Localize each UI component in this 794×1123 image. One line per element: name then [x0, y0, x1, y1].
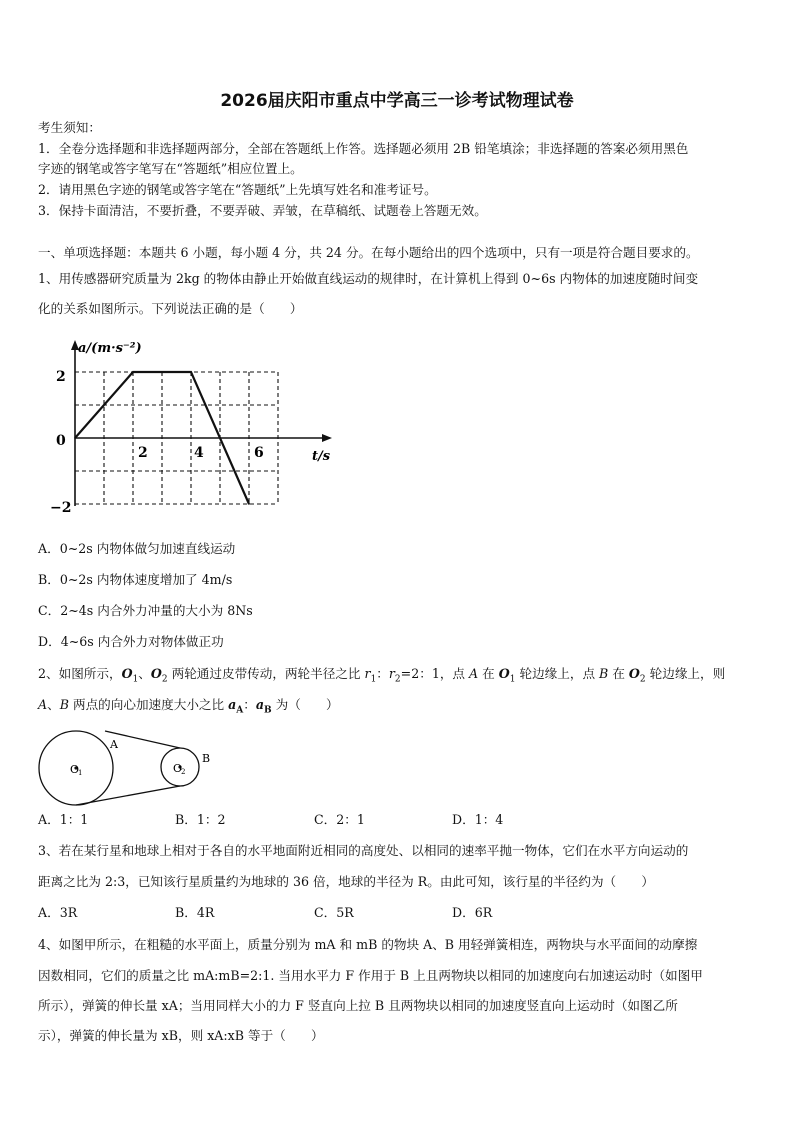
q2-point-b: B — [599, 666, 609, 681]
q2-o2: O — [628, 666, 640, 681]
graph-axes — [71, 340, 332, 506]
q2-point-a: A — [38, 697, 48, 712]
notice-item-1-cont: 字迹的钢笔或答字笔写在“答题纸”相应位置上。 — [38, 161, 303, 176]
x-axis-label: t/s — [312, 449, 331, 464]
o2-label: O — [173, 762, 183, 775]
q1-stem-line2: 化的关系如图所示。下列说法正确的是（ ） — [38, 301, 303, 316]
q2-point-a: A — [469, 666, 479, 681]
q2-r2-sub: 2 — [394, 674, 401, 685]
q2-text: 为（ ） — [271, 697, 339, 712]
q2-o1: O — [121, 666, 133, 681]
point-b-label: B — [202, 752, 211, 765]
q2-option-c: C．2：1 — [314, 812, 365, 827]
y-tick-2: 2 — [56, 369, 66, 385]
point-a-label: A — [110, 738, 118, 751]
notice-item-2: 2．请用黑色字迹的钢笔或答字笔在“答题纸”上先填写姓名和准考证号。 — [38, 182, 437, 197]
section-heading: 一、单项选择题：本题共 6 小题，每小题 4 分，共 24 分。在每小题给出的四个选项中，只有一项是符合题目要求的。 — [38, 245, 699, 260]
y-tick-minus-2: −2 — [50, 500, 72, 516]
q2-text: 2、如图所示， — [38, 666, 122, 681]
q1-option-b: B．0~2s 内物体速度增加了 4m/s — [38, 572, 233, 587]
x-tick-6: 6 — [254, 445, 264, 461]
x-tick-2: 2 — [138, 445, 148, 461]
notice-item-1: 1．全卷分选择题和非选择题两部分，全部在答题纸上作答。选择题必须用 2B 铅笔填涂；非选择题的答案必须用黑色 — [38, 141, 689, 156]
o1-label: O — [70, 763, 80, 776]
q3-option-d: D．6R — [452, 905, 493, 920]
q3-stem-line2: 距离之比为 2:3，已知该行星质量约为地球的 36 倍，地球的半径为 R。由此可知，该行星的半径约为（ ） — [38, 874, 654, 889]
o1-label-sub: 1 — [78, 769, 83, 777]
q2-text: 轮边缘上，点 — [515, 666, 600, 681]
q1-option-d: D．4~6s 内合外力对物体做正功 — [38, 634, 224, 649]
q2-o1: O — [498, 666, 510, 681]
q2-o2-sub: 2 — [161, 674, 168, 685]
q2-o2-sub: 2 — [639, 674, 646, 685]
q2-accel-b-sub: B — [264, 705, 272, 716]
q2-option-b: B．1：2 — [175, 812, 226, 827]
q1-option-a: A．0~2s 内物体做匀加速直线运动 — [38, 541, 236, 556]
belt-pulley-diagram — [38, 726, 228, 810]
q4-line3: 所示），弹簧的伸长量 xA；当用同样大小的力 F 竖直向上拉 B 且两物块以相同的加速度竖直向上运动时（如图乙所 — [38, 998, 678, 1013]
data-point — [74, 437, 76, 439]
belt-bottom — [76, 786, 180, 805]
q3-option-a: A．3R — [38, 905, 78, 920]
q2-stem-line1 — [38, 665, 758, 689]
q2-text: 两轮通过皮带传动，两轮半径之比 — [167, 666, 365, 681]
q2-o1-sub: 1 — [509, 674, 516, 685]
q4-line1: 4、如图甲所示，在粗糙的水平面上，质量分别为 mA 和 mB 的物块 A、B 用轻弹簧相连，两物块与水平面间的动摩擦 — [38, 937, 698, 952]
data-point — [190, 371, 192, 373]
q1-option-c: C．2~4s 内合外力冲量的大小为 8Ns — [38, 603, 253, 618]
q4-line2: 因数相同，它们的质量之比 mA:mB=2:1. 当用水平力 F 作用于 B 上且两物块以相同的加速度向右加速运动时（如图甲 — [38, 968, 703, 983]
q2-o1-sub: 1 — [132, 674, 139, 685]
y-axis-label: a/(m·s⁻²) — [78, 341, 142, 356]
q2-point-b: B — [59, 697, 69, 712]
q2-accel-a: a — [228, 697, 237, 712]
q2-r1-sub: 1 — [370, 674, 377, 685]
q2-r1: r — [364, 666, 371, 681]
notice-heading: 考生须知： — [38, 120, 101, 135]
q2-o2: O — [150, 666, 162, 681]
q2-option-a: A．1：1 — [38, 812, 89, 827]
q2-accel-a-sub: A — [236, 705, 244, 716]
notice-item-3: 3．保持卡面清洁，不要折叠，不要弄破、弄皱，在草稿纸、试题卷上答题无效。 — [38, 203, 487, 218]
q2-text: ： — [376, 666, 389, 681]
data-point — [132, 371, 134, 373]
q4-line4: 示），弹簧的伸长量为 xB，则 xA:xB 等于（ ） — [38, 1028, 324, 1043]
q2-r2: r — [388, 666, 395, 681]
y-tick-0: 0 — [56, 433, 66, 449]
q1-stem-line1: 1、用传感器研究质量为 2kg 的物体由静止开始做直线运动的规律时，在计算机上得到 0~6s 内物体的加速度随时间变 — [38, 271, 699, 286]
q3-option-c: C．5R — [314, 905, 354, 920]
q2-text: 、 — [138, 666, 151, 681]
q2-option-d: D．1：4 — [452, 812, 504, 827]
o2-label-sub: 2 — [181, 768, 186, 776]
q3-option-b: B．4R — [175, 905, 215, 920]
q2-text: 两点的向心加速度大小之比 — [68, 697, 229, 712]
acceleration-time-graph — [50, 332, 350, 530]
q3-stem-line1: 3、若在某行星和地球上相对于各自的水平地面附近相同的高度处、以相同的速率平抛一物体，它们在水平方向运动的 — [38, 843, 689, 858]
x-tick-4: 4 — [194, 445, 204, 461]
q2-text: 轮边缘上，则 — [645, 666, 726, 681]
q2-text: 、 — [47, 697, 60, 712]
page-title: 2026届庆阳市重点中学高三一诊考试物理试卷 — [220, 91, 574, 111]
q2-stem-line2 — [38, 696, 758, 720]
q2-text: 在 — [478, 666, 499, 681]
q2-text: ： — [243, 697, 256, 712]
q2-text: =2：1，点 — [400, 666, 470, 681]
data-point — [248, 503, 250, 505]
q2-accel-b: a — [255, 697, 265, 712]
x-axis-arrow — [322, 434, 332, 442]
q2-text: 在 — [608, 666, 629, 681]
